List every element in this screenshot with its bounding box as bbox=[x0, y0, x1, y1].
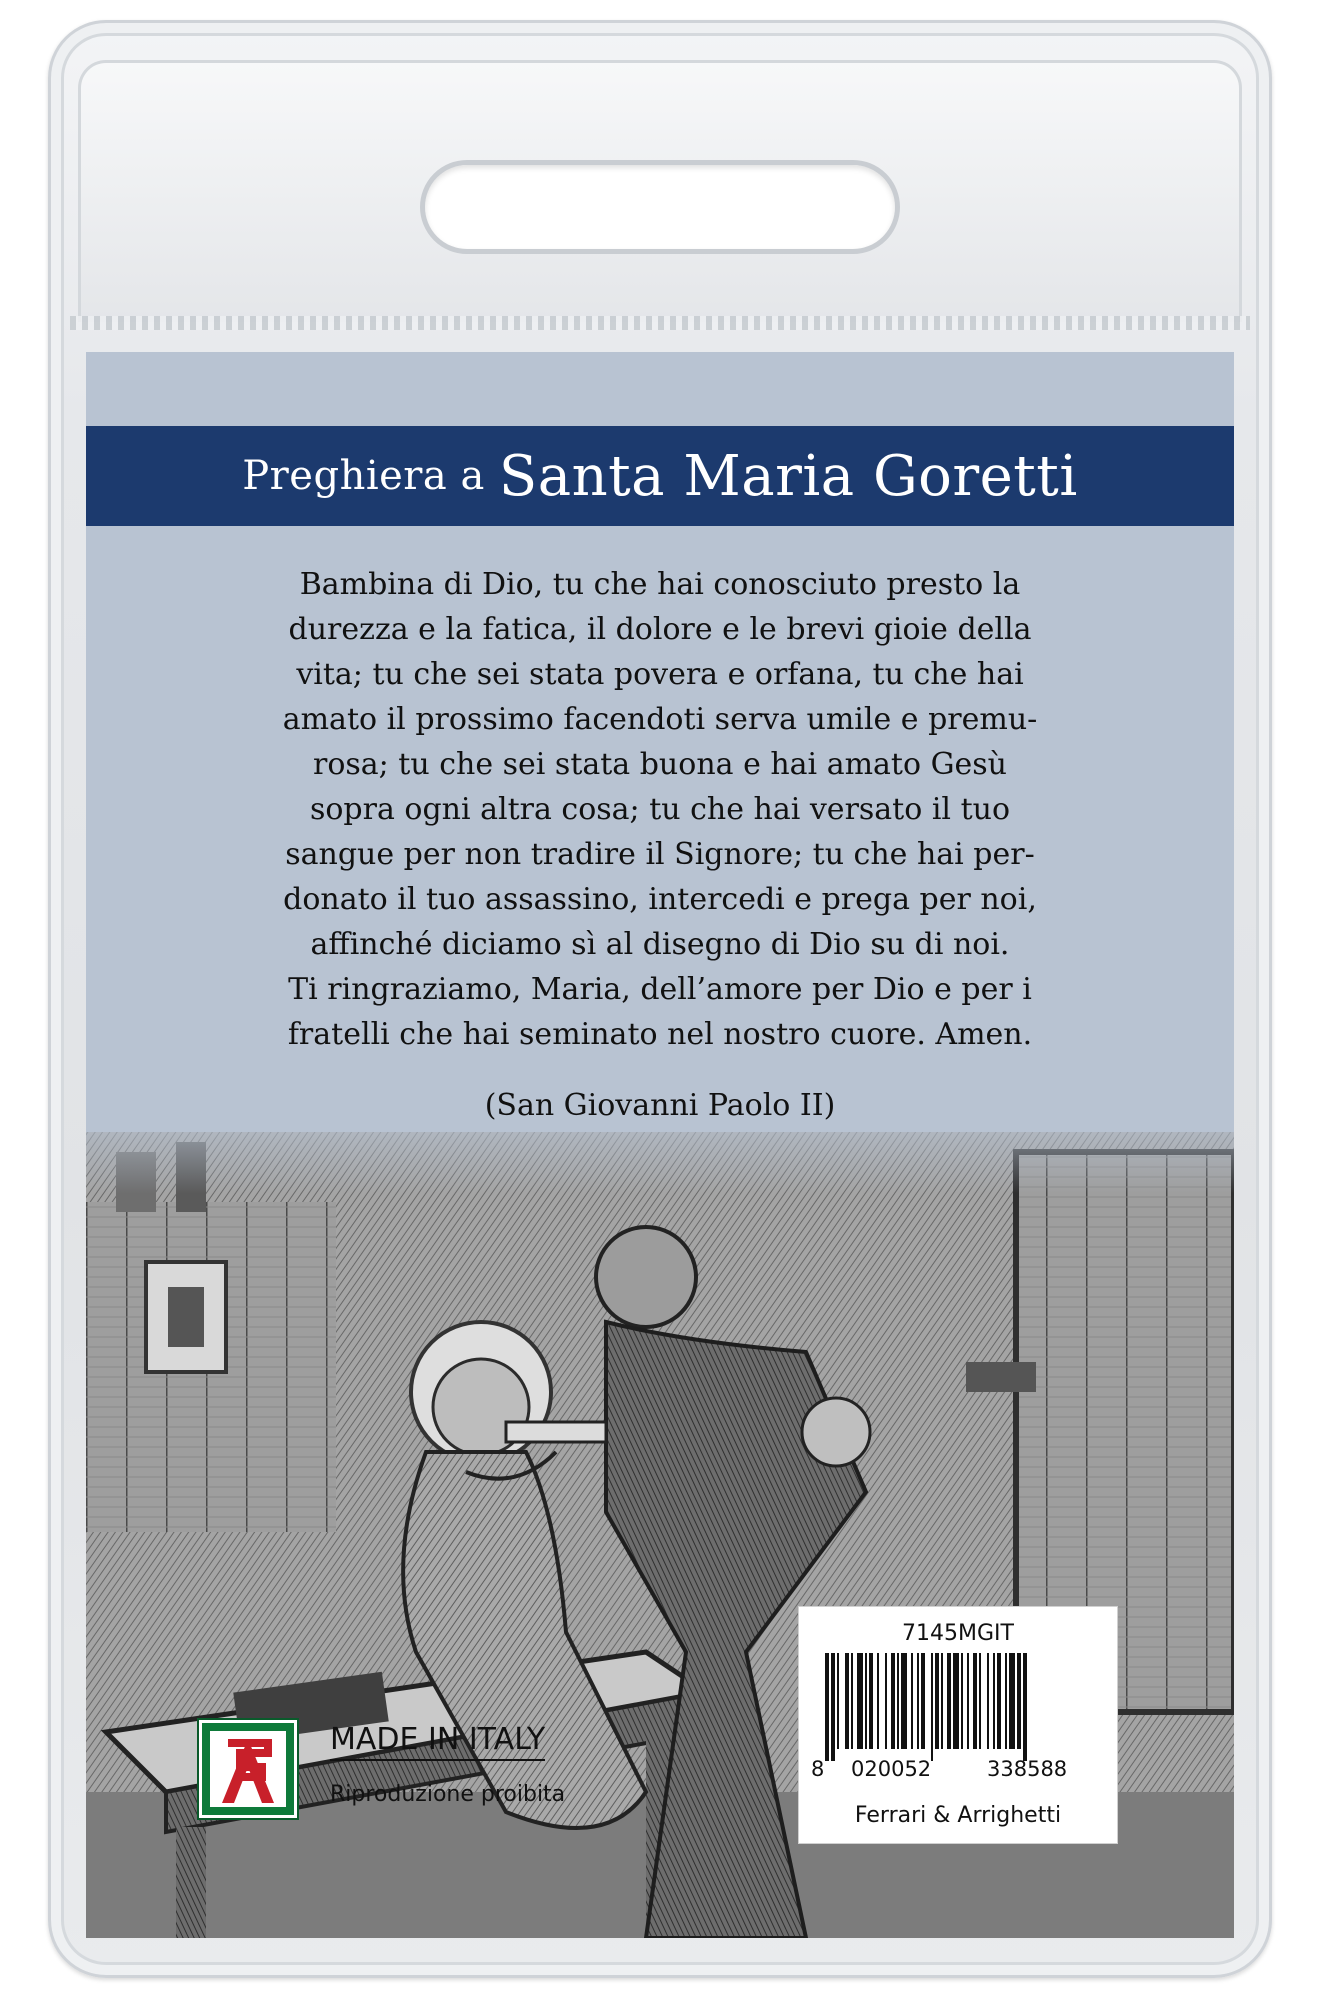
hang-hole bbox=[420, 160, 900, 254]
page-title: Santa Maria Goretti bbox=[498, 443, 1078, 509]
made-in-italy-label: MADE IN ITALY bbox=[330, 1722, 545, 1761]
product-code: 7145MGIT bbox=[902, 1621, 1014, 1646]
company-name: Ferrari & Arrighetti bbox=[854, 1803, 1062, 1828]
fa-monogram-logo-icon bbox=[199, 1720, 297, 1818]
prayer-attribution: (San Giovanni Paolo II) bbox=[484, 1088, 836, 1123]
title-prefix: Preghiera a bbox=[242, 453, 485, 499]
reproduction-notice: Riproduzione proibita bbox=[330, 1782, 566, 1807]
barcode-digits-right: 338588 bbox=[987, 1757, 1068, 1781]
prayer-card bbox=[86, 352, 1234, 1938]
barcode-digit-first: 8 bbox=[811, 1757, 825, 1781]
barcode-icon bbox=[825, 1653, 1093, 1761]
barcode-label bbox=[798, 1606, 1118, 1844]
barcode-digits-left: 020052 bbox=[851, 1757, 932, 1781]
barcode-digits bbox=[811, 1757, 1107, 1787]
title-band bbox=[86, 426, 1234, 526]
prayer-text: Bambina di Dio, tu che hai conosciuto presto la durezza e la fatica, il dolore e le brevi gioie della vita; tu che sei stata povera e orfana, tu che hai amato il prossimo facendoti serva umile e premu- rosa; tu che sei stata buona e hai amato Gesù sopra ogni altra cosa; tu che hai versato il tuo sangue per non tradire il Signore; tu che hai per- donato il tuo assassino, intercedi e prega per noi, affinché diciamo sì al disegno di Dio su di noi. Ti ringraziamo, Maria, dell’amore per Dio e per i fratelli che hai seminato nel nostro cuore. Amen. bbox=[282, 567, 1038, 1052]
blister-seam bbox=[70, 316, 1250, 330]
